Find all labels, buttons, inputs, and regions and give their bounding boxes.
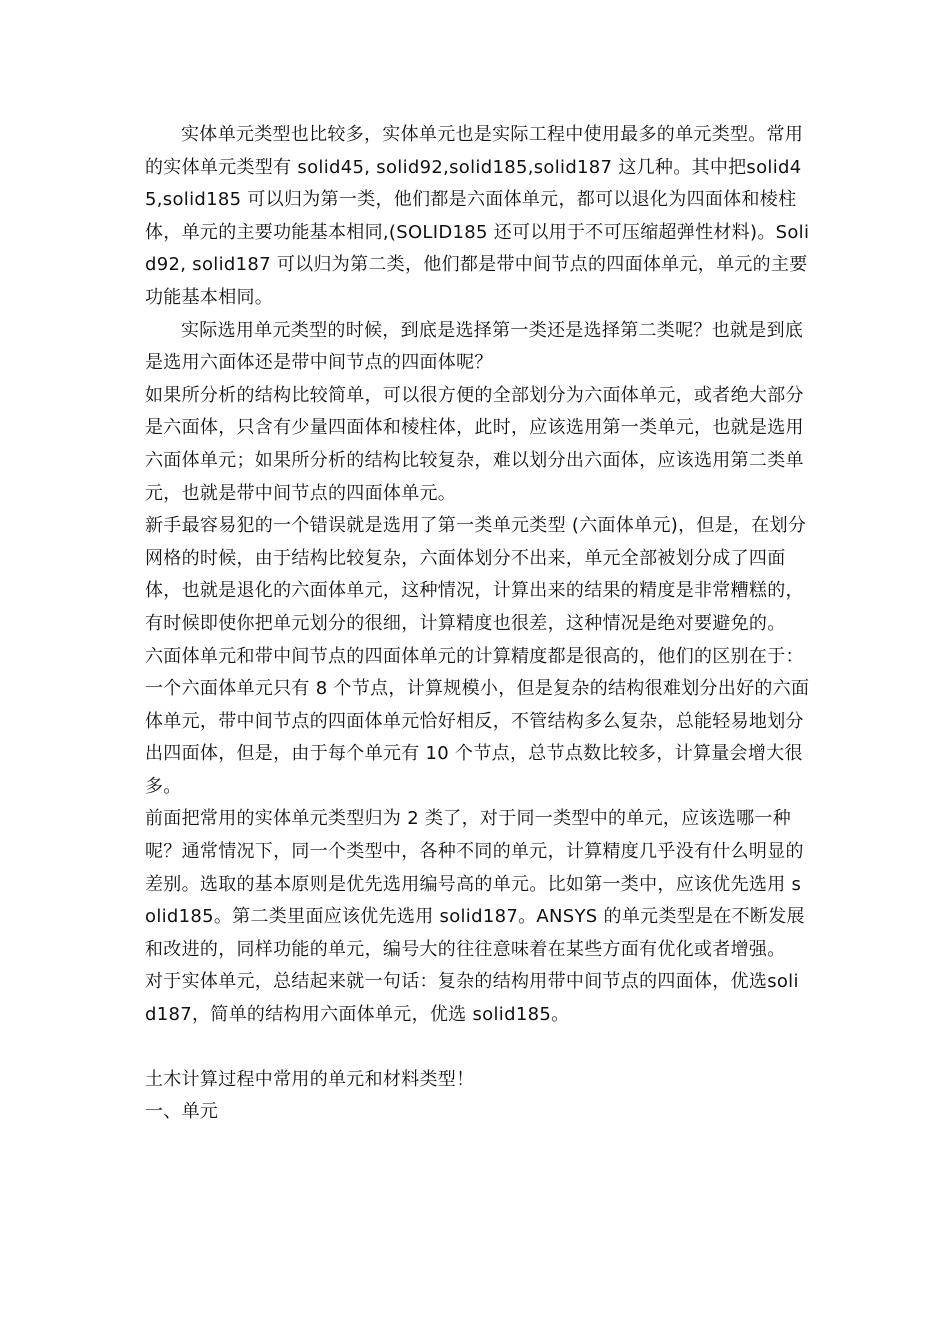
paragraph-accuracy-comparison: 六面体单元和带中间节点的四面体单元的计算精度都是很高的，他们的区别在于：一个六面体单元只有 8 个节点，计算规模小，但是复杂的结构很难划分出好的六面体单元，带中间节点的四面体单元恰好相反，不管结构多么复杂，总能轻易地划分出四面体，但是，由于每个单元有 10 个节点，总节点数比较多，计算量会增大很多。: [145, 645, 810, 797]
paragraph-simple-vs-complex: 如果所分析的结构比较简单，可以很方便的全部划分为六面体单元，或者绝大部分是六面体，只含有少量四面体和棱柱体，此时，应该选用第一类单元，也就是选用六面体单元；如果所分析的结构比较复杂，难以划分出六面体，应该选用第二类单元，也就是带中间节点的四面体单元。: [145, 384, 804, 504]
section-title: 土木计算过程中常用的单元和材料类型！: [145, 1068, 475, 1090]
paragraph-selection-principle: 前面把常用的实体单元类型归为 2 类了，对于同一类型中的单元，应该选哪一种呢？通常情况下，同一个类型中，各种不同的单元，计算精度几乎没有什么明显的差别。选取的基本原则是优先选用编号高的单元。比如第一类中，应该优先选用 solid185。第二类里面应该优先选用 solid187。ANSYS 的单元类型是在不断发展和改进的，同样功能的单元，编号大的往往意味着在某些方面有优化或者增强。: [145, 808, 805, 960]
subsection-title: 一、单元: [145, 1101, 219, 1123]
blank-line: [145, 1032, 810, 1064]
paragraph-common-mistake: 新手最容易犯的一个错误就是选用了第一类单元类型 (六面体单元)，但是，在划分网格的时候，由于结构比较复杂，六面体划分不出来，单元全部被划分成了四面体，也就是退化的六面体单元，这种情况，计算出来的结果的精度是非常糟糕的，有时候即使你把单元划分的很细，计算精度也很差，这种情况是绝对要避免的。: [145, 515, 807, 634]
document-page: [145, 119, 810, 1129]
paragraph-selection-question: 实际选用单元类型的时候，到底是选择第一类还是选择第二类呢？也就是到底是选用六面体还是带中间节点的四面体呢？: [145, 319, 804, 374]
paragraph-summary: 对于实体单元，总结起来就一句话：复杂的结构用带中间节点的四面体，优选solid187，简单的结构用六面体单元，优选 solid185。: [145, 971, 799, 1026]
paragraph-solid-element-types: 实体单元类型也比较多，实体单元也是实际工程中使用最多的单元类型。常用的实体单元类型有 solid45, solid92,solid185,solid187 这几种。其中把solid45,solid185 可以归为第一类，他们都是六面体单元，都可以退化为四面体和棱柱体，单元的主要功能基本相同,(SOLID185 还可以用于不可压缩超弹性材料)。Solid92, solid187 可以归为第二类，他们都是带中间节点的四面体单元，单元的主要功能基本相同。: [145, 124, 810, 308]
